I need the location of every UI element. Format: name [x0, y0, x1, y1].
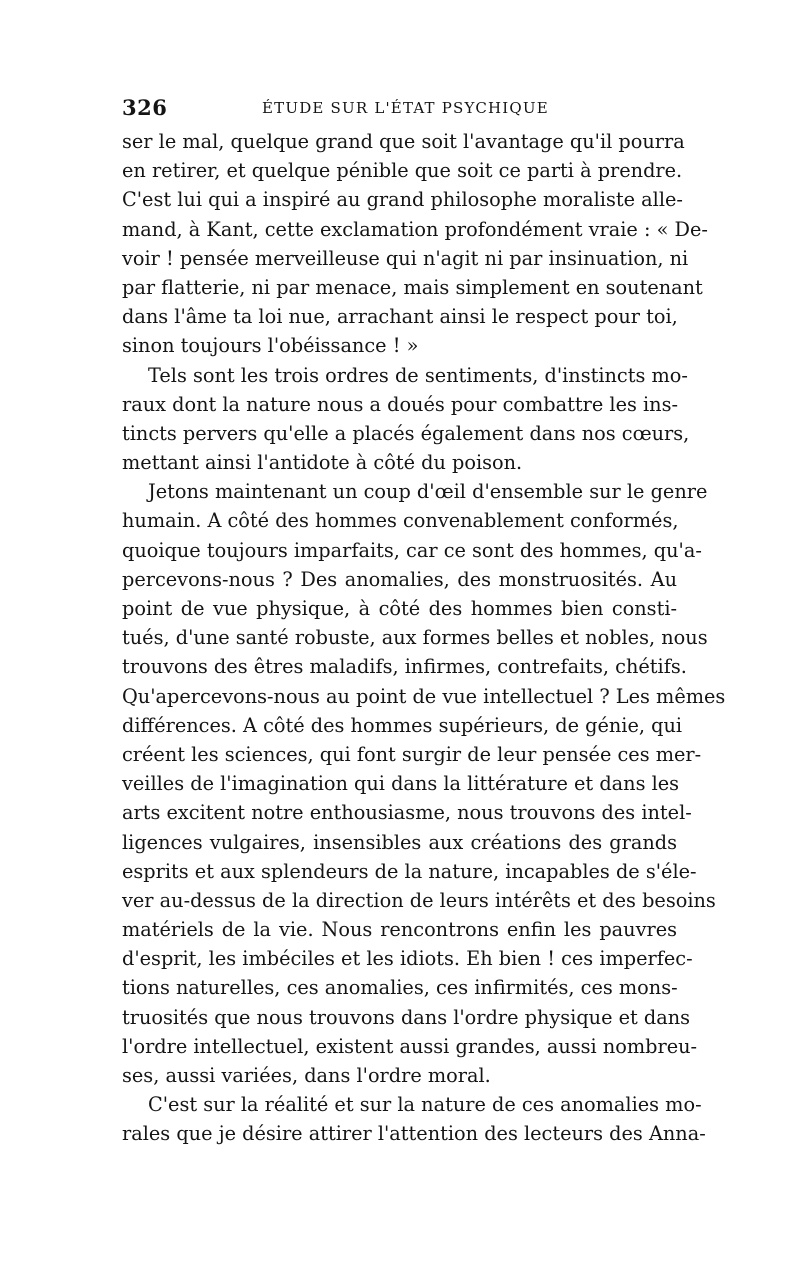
- text-line: dans l'âme ta loi nue, arrachant ainsi le respect pour toi,: [122, 305, 678, 329]
- text-line: l'ordre intellectuel, existent aussi grandes, aussi nombreu-: [122, 1034, 698, 1058]
- text-line: Jetons maintenant un coup d'œil d'ensemble sur le genre: [148, 480, 708, 504]
- text-line: C'est lui qui a inspiré au grand philosophe moraliste alle-: [122, 188, 683, 212]
- text-line: créent les sciences, qui font surgir de leur pensée ces mer-: [122, 742, 702, 766]
- running-title: ÉTUDE SUR L'ÉTAT PSYCHIQUE: [262, 99, 549, 117]
- text-line: C'est sur la réalité et sur la nature de ces anomalies mo-: [148, 1093, 702, 1117]
- text-line: humain. A côté des hommes convenablement conformés,: [122, 509, 679, 533]
- text-line: Qu'apercevons-nous au point de vue intellectuel ? Les mêmes: [122, 684, 726, 708]
- text-line: mettant ainsi l'antidote à côté du poison.: [122, 451, 523, 475]
- text-line: ser le mal, quelque grand que soit l'avantage qu'il pourra: [122, 130, 685, 153]
- text-line: esprits et aux splendeurs de la nature, incapables de s'éle-: [122, 859, 697, 883]
- text-line: tions naturelles, ces anomalies, ces infirmités, ces mons-: [122, 976, 678, 1000]
- text-line: en retirer, et quelque pénible que soit ce parti à prendre.: [122, 159, 683, 183]
- text-line: trouvons des êtres maladifs, infirmes, contrefaits, chétifs.: [122, 655, 687, 679]
- running-head: [122, 95, 677, 123]
- text-line: ligences vulgaires, insensibles aux créations des grands: [122, 830, 677, 854]
- text-line: quoique toujours imparfaits, car ce sont des hommes, qu'a-: [122, 538, 702, 562]
- page-number: 326: [122, 95, 168, 120]
- body-text: [122, 127, 726, 1149]
- text-line: par flatterie, ni par menace, mais simplement en soutenant: [122, 275, 703, 299]
- text-line: point de vue physique, à côté des hommes bien consti-: [122, 597, 677, 620]
- text-line: ses, aussi variées, dans l'ordre moral.: [122, 1064, 491, 1087]
- text-line: truosités que nous trouvons dans l'ordre physique et dans: [122, 1005, 691, 1029]
- text-line: d'esprit, les imbéciles et les idiots. Eh bien ! ces imperfec-: [122, 947, 693, 971]
- text-line: mand, à Kant, cette exclamation profondément vraie : « De-: [122, 217, 708, 241]
- text-line: percevons-nous ? Des anomalies, des monstruosités. Au: [122, 567, 677, 591]
- text-line: ver au-dessus de la direction de leurs intérêts et des besoins: [122, 888, 716, 912]
- text-line: sinon toujours l'obéissance ! »: [122, 334, 419, 358]
- text-line: tincts pervers qu'elle a placés également dans nos cœurs,: [122, 421, 690, 445]
- text-line: tués, d'une santé robuste, aux formes belles et nobles, nous: [122, 626, 708, 650]
- text-line: Tels sont les trois ordres de sentiments, d'instincts mo-: [148, 363, 688, 387]
- text-line: différences. A côté des hommes supérieurs, de génie, qui: [122, 713, 683, 737]
- text-line: raux dont la nature nous a doués pour combattre les ins-: [122, 392, 678, 416]
- text-line: arts excitent notre enthousiasme, nous trouvons des intel-: [122, 801, 692, 825]
- text-line: voir ! pensée merveilleuse qui n'agit ni par insinuation, ni: [122, 246, 689, 270]
- text-line: matériels de la vie. Nous rencontrons enfin les pauvres: [122, 918, 677, 942]
- text-line: veilles de l'imagination qui dans la littérature et dans les: [122, 772, 680, 796]
- text-line: rales que je désire attirer l'attention des lecteurs des Anna-: [122, 1122, 706, 1146]
